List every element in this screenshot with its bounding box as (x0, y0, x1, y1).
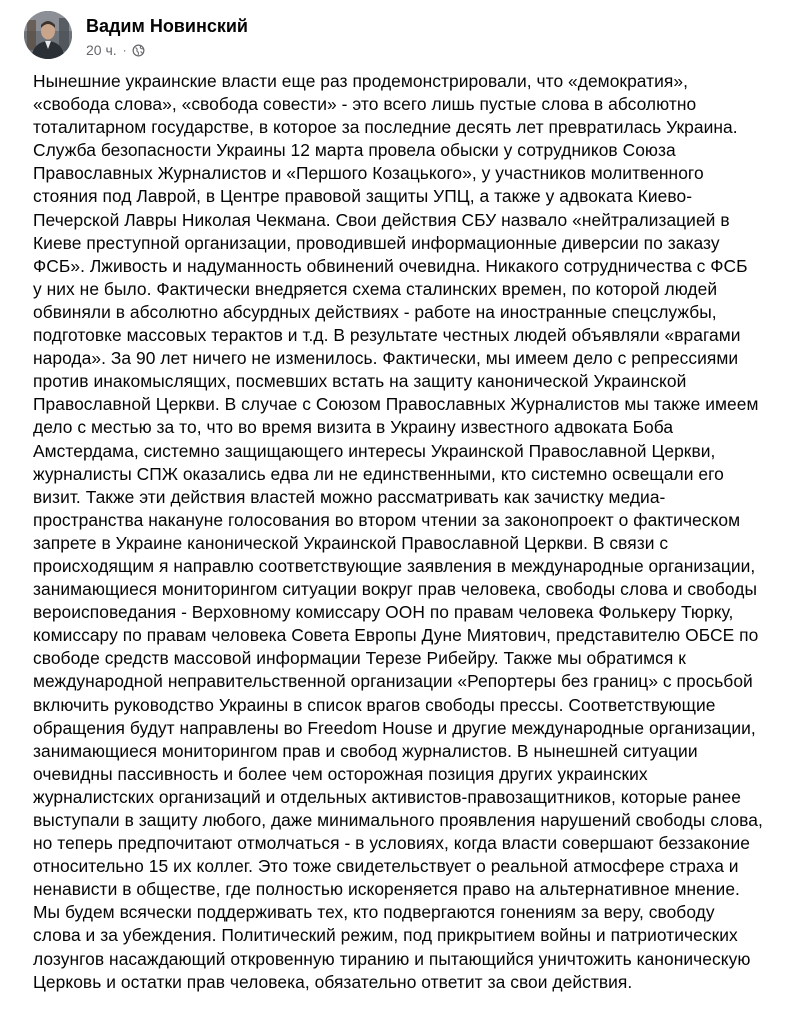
post-text: Нынешние украинские власти еще раз продемонстрировали, что «демократия», «свобода слова», «свобода совести» - это всего лишь пустые слова в абсолютно тоталитарном государстве, в которое за последние десять лет превратилась Украина. Служба безопасности Украины 12 марта провела обыски у сотрудников Союза Православных Журналистов и «Першого Козацького», у участников молитвенного стояния под Лаврой, в Центре правовой защиты УПЦ, а также у адвоката Киево- Печерской Лавры Николая Чекмана. Свои действия СБУ назвало «нейтрализацией в Киеве преступной организации, проводившей информационные диверсии по заказу ФСБ». Лживость и надуманность обвинений очевидна. Никакого сотрудничества с ФСБ у них не было. Фактически внедряется схема сталинских времен, по которой людей обвиняли в абсолютно абсурдных действиях - работе на иностранные спецслужбы, подготовке массовых терактов и т.д. В результате честных людей объявляли «врагами народа». За 90 лет ничего не изменилось. Фактически, мы имеем дело с репрессиями против инакомыслящих, посмевших встать на защиту канонической Украинской Православной Церкви. В случае с Союзом Православных Журналистов мы также имеем дело с местью за то, что во время визита в Украину известного адвоката Боба Амстердама, системно защищающего интересы Украинской Православной Церкви, журналисты СПЖ оказались едва ли не единственными, кто системно освещали его визит. Также эти действия властей можно рассматривать как зачистку медиа- пространства накануне голосования во втором чтении за законопроект о фактическом запрете в Украине канонической Украинской Православной Церкви. В связи с происходящим я направлю соответствующие заявления в международные организации, занимающиеся мониторингом ситуации вокруг прав человека, свободы слова и свободы вероисповедания - Верховному комиссару ООН по правам человека Фолькеру Тюрку, комиссару по правам человека Совета Европы Дуне Миятович, представителю ОБСЕ по свободе средств массовой информации Терезе Рибейру. Также мы обратимся к международной неправительственной организации «Репортеры без границ» с просьбой включить руководство Украины в список врагов свободы прессы. Соответствующие обращения будут направлены во Freedom House и другие международные организации, занимающиеся мониторингом прав и свобод журналистов. В нынешней ситуации очевидны пассивность и более чем осторожная позиция других украинских журналистских организаций и отдельных активистов-правозащитников, которые ранее выступали в защиту любого, даже минимального проявления нарушений свободы слова, но теперь предпочитают отмолчаться - в условиях, когда власти совершают беззаконие относительно 15 их коллег. Это тоже свидетельствует о реальной атмосфере страха и ненависти в обществе, где полностью искореняется право на альтернативное мнение. Мы будем всячески поддерживать тех, кто подвергаются гонениям за веру, свободу слова и за убеждения. Политический режим, под прикрытием войны и патриотических лозунгов насаждающий откровенную тиранию и пытающийся уничтожить каноническую Церковь и остатки прав человека, обязательно ответит за свои действия. (33, 71, 763, 992)
meta-separator: · (122, 43, 127, 57)
post-meta (86, 41, 145, 59)
avatar[interactable] (24, 11, 72, 59)
author-name[interactable]: Вадим Новинский (86, 16, 248, 36)
globe-icon[interactable] (132, 44, 145, 57)
avatar-photo (24, 11, 72, 59)
post-header (24, 11, 784, 61)
post-timestamp[interactable]: 20 ч. (86, 42, 117, 58)
